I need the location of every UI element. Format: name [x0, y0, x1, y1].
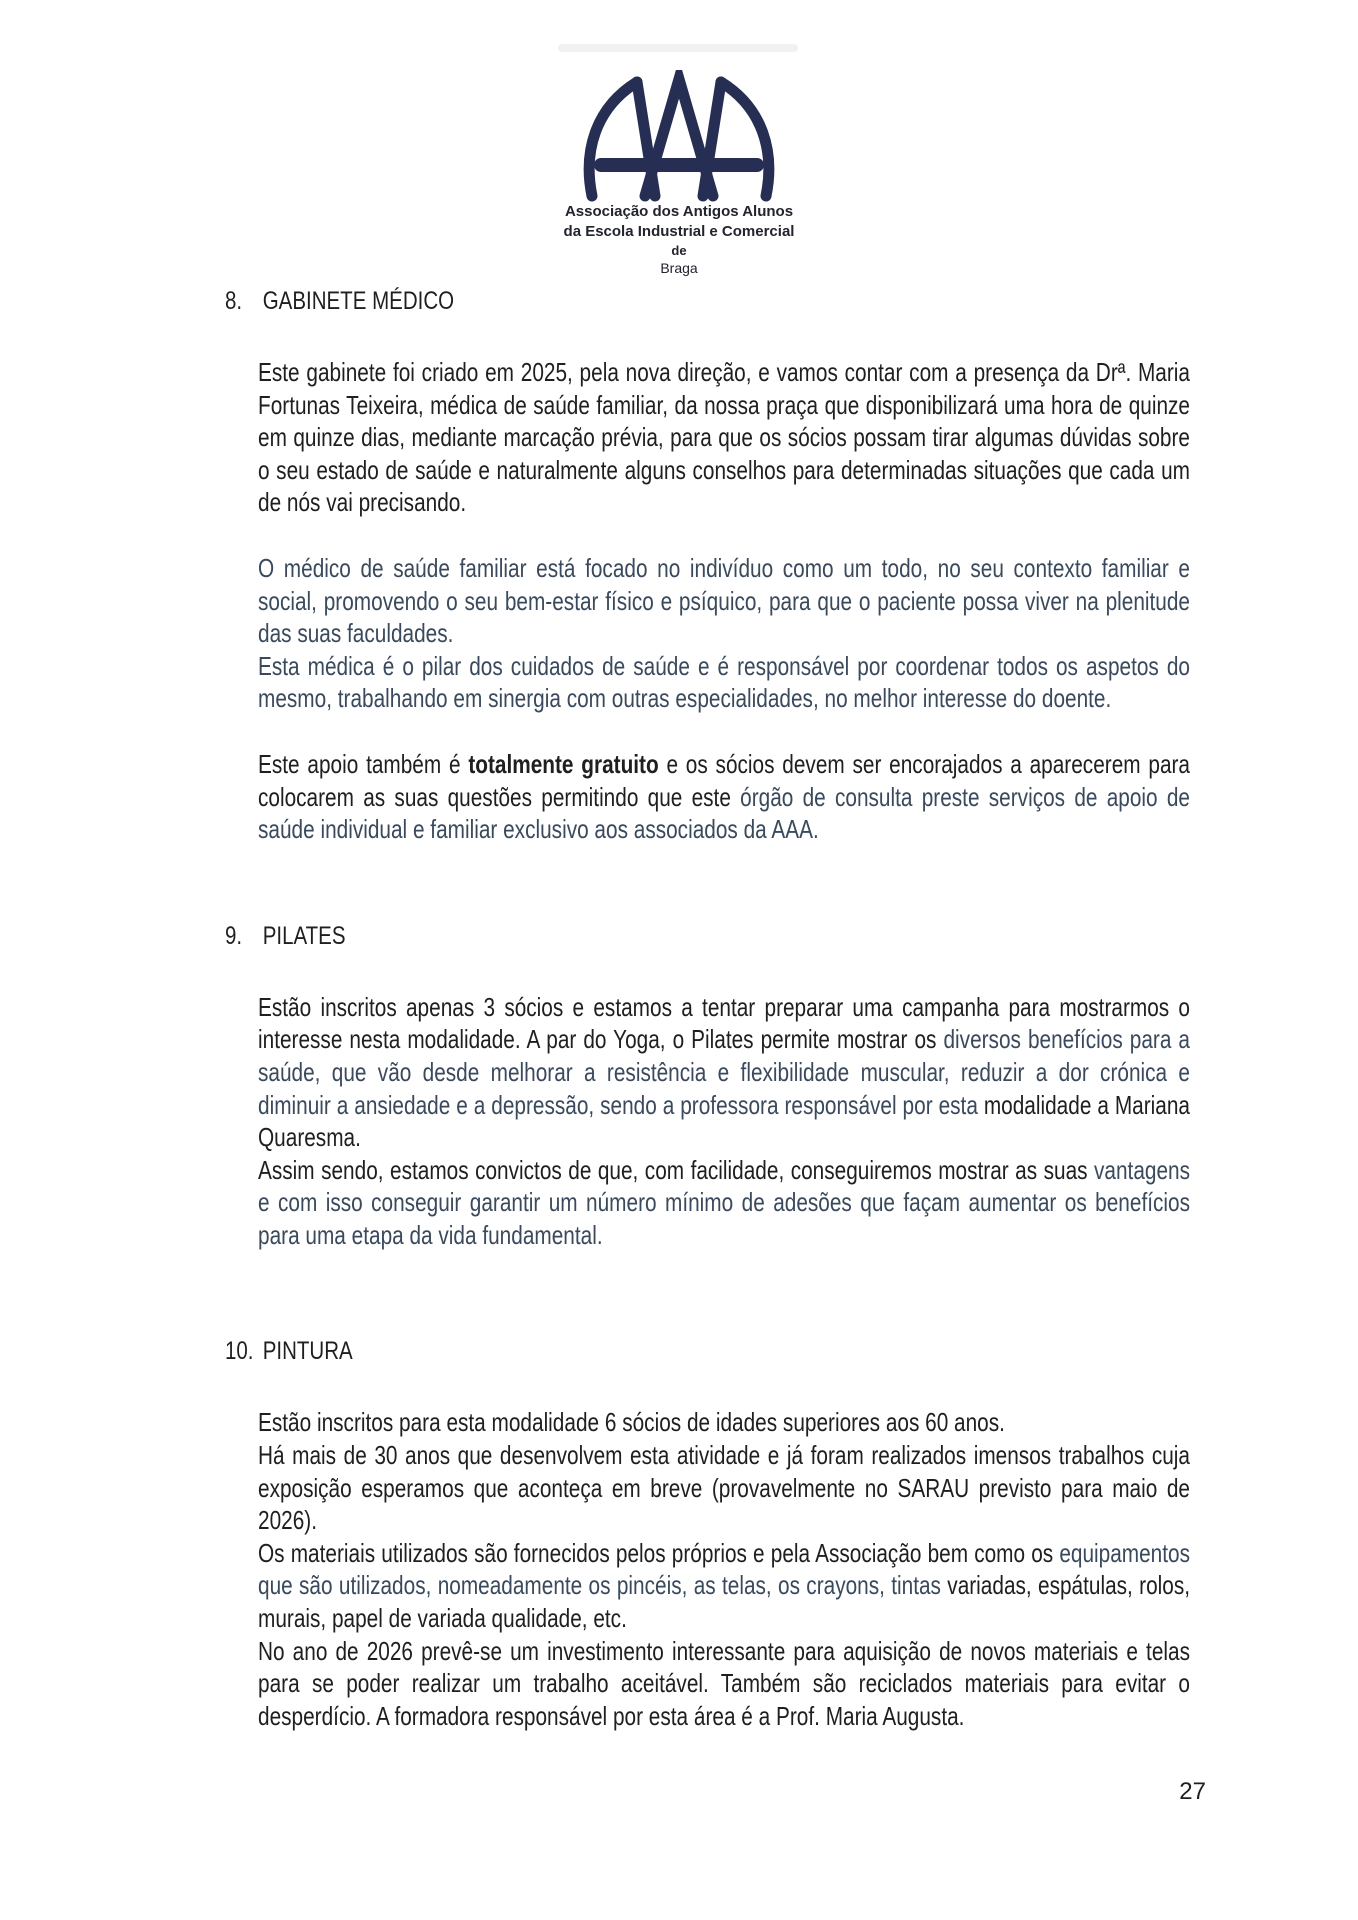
paragraph	[258, 748, 1190, 846]
text-segment: diversos benefícios para a saúde, que vão desde melhorar a resistência e flexibilidade muscular, reduzir a dor crónica e diminuir a ansiedade e a depressão, sendo a professora responsável por esta	[258, 1024, 1190, 1120]
text-segment: Esta médica é o pilar dos cuidados de saúde e é responsável por coordenar todos os aspetos do mesmo, trabalhando em sinergia com outras especialidades, no melhor interesse do doente.	[258, 650, 1190, 714]
section-heading	[225, 285, 1154, 318]
paragraph	[258, 1406, 1190, 1439]
section-pilates	[225, 920, 1358, 1252]
section-title: PILATES	[262, 921, 346, 950]
text-segment: No ano de 2026 prevê-se um investimento interessante para aquisição de novos materiais e telas para se poder realizar um trabalho aceitável. Também são reciclados materiais para evitar o desperdício. A formadora responsável por esta área é a Prof. Maria Augusta.	[258, 1635, 1190, 1731]
section-gabinete-m-dico	[225, 285, 1358, 846]
paragraph	[258, 1635, 1190, 1733]
text-segment: variadas, espátulas, rolos, murais, papel de variada qualidade, etc.	[258, 1570, 1191, 1634]
aaa-logo-icon	[577, 70, 781, 202]
section-number: 8.	[225, 287, 243, 315]
paragraph	[258, 552, 1190, 650]
page-number: 27	[1179, 1778, 1206, 1805]
section-title: GABINETE MÉDICO	[262, 287, 455, 315]
logo-caption-line: Braga	[660, 260, 698, 276]
paragraph	[258, 1154, 1190, 1252]
logo-caption-line: de	[671, 243, 687, 258]
paragraph	[258, 991, 1190, 1154]
text-segment: vantagens e com isso conseguir garantir um número mínimo de adesões que façam aumentar os benefícios para uma etapa da vida fundamental.	[258, 1154, 1190, 1250]
text-segment: totalmente gratuito	[468, 748, 659, 779]
section-number: 9.	[225, 921, 243, 950]
paragraph	[258, 1537, 1190, 1635]
text-segment: Há mais de 30 anos que desenvolvem esta atividade e já foram realizados imensos trabalhos cuja exposição esperamos que aconteça em breve (provavelmente no SARAU previsto para maio de 2026).	[258, 1440, 1190, 1536]
section-number: 10.	[225, 1337, 254, 1366]
paragraph	[258, 356, 1190, 519]
text-segment: e os sócios devem ser encorajados a aparecerem para colocarem as suas questões permitindo que este	[258, 748, 1191, 812]
logo-caption-line: da Escola Industrial e Comercial	[563, 223, 795, 240]
section-heading	[225, 1335, 1154, 1368]
document-body	[0, 285, 1358, 1732]
text-segment: Os materiais utilizados são fornecidos pelos próprios e pela Associação bem como os	[258, 1537, 1060, 1568]
section-heading	[225, 920, 1154, 953]
text-segment: Este apoio também é	[258, 748, 469, 779]
text-segment: Estão inscritos apenas 3 sócios e estamos a tentar preparar uma campanha para mostrarmos o interesse nesta modalidade. A par do Yoga, o Pilates permite mostrar os	[258, 991, 1190, 1055]
section-title: PINTURA	[262, 1337, 353, 1366]
text-segment: equipamentos que são utilizados, nomeadamente os pincéis, as telas, os crayons, tintas	[258, 1537, 1190, 1601]
paragraph	[258, 650, 1190, 715]
paragraph	[258, 1439, 1190, 1537]
association-logo	[499, 70, 859, 277]
text-segment: Assim sendo, estamos convictos de que, com facilidade, conseguiremos mostrar as suas	[258, 1154, 1095, 1185]
text-segment: Este gabinete foi criado em 2025, pela nova direção, e vamos contar com a presença da Drª. Maria Fortunas Teixeira, médica de saúde familiar, da nossa praça que disponibilizará uma hora de quinze em quinze dias, mediante marcação prévia, para que os sócios possam tirar algumas dúvidas sobre o seu estado de saúde e naturalmente alguns conselhos para determinadas situações que cada um de nós vai precisando.	[258, 357, 1190, 518]
text-segment: Estão inscritos para esta modalidade 6 sócios de idades superiores aos 60 anos.	[258, 1407, 1005, 1438]
text-segment: órgão de consulta preste serviços de apoio de saúde individual e familiar exclusivo aos associados da AAA.	[258, 781, 1190, 845]
top-strip	[558, 44, 798, 52]
logo-caption-line: Associação dos Antigos Alunos	[564, 203, 794, 220]
text-segment: modalidade a Mariana Quaresma.	[258, 1089, 1190, 1153]
section-pintura	[225, 1335, 1358, 1732]
text-segment: O médico de saúde familiar está focado no indivíduo como um todo, no seu contexto familiar e social, promovendo o seu bem-estar físico e psíquico, para que o paciente possa viver na plenitude das suas faculdades.	[258, 552, 1190, 649]
